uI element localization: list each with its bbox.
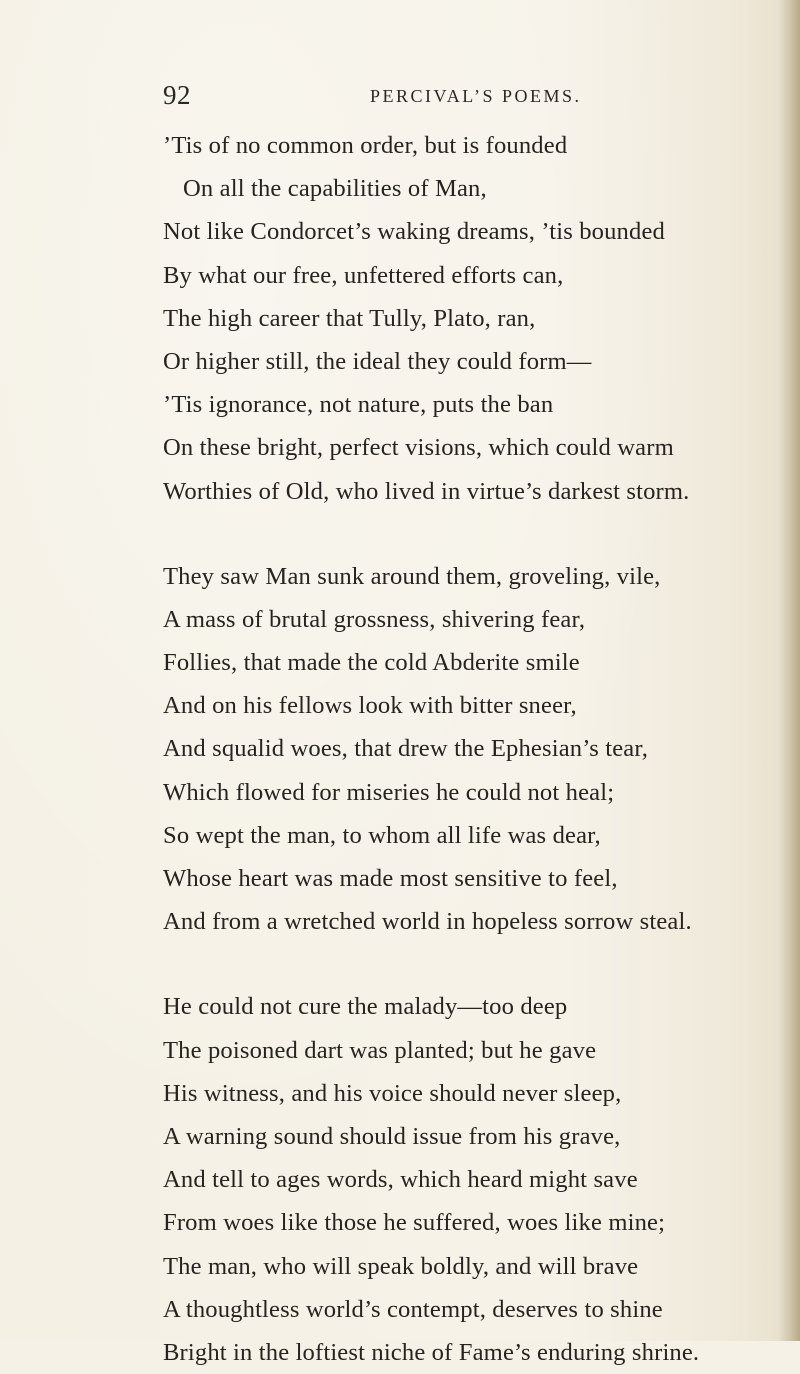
poem-line: Not like Condorcet’s waking dreams, ’tis bounded (163, 218, 665, 246)
stanza-3 (0, 985, 800, 1374)
poem-line: Which flowed for miseries he could not heal; (163, 778, 615, 806)
poem-line: The man, who will speak boldly, and will brave (163, 1252, 639, 1280)
poem-line: A mass of brutal grossness, shivering fear, (163, 605, 586, 633)
poem-line: A thoughtless world’s contempt, deserves to shine (163, 1295, 663, 1323)
poem-line: On all the capabilities of Man, (183, 175, 487, 203)
stanza-2 (0, 555, 800, 944)
poem-line: Bright in the loftiest niche of Fame’s enduring shrine. (163, 1338, 700, 1366)
poem-line: Whose heart was made most sensitive to feel, (163, 865, 618, 892)
poem-line: His witness, and his voice should never sleep, (163, 1079, 622, 1107)
poem-line: ’Tis of no common order, but is founded (163, 132, 568, 159)
poem-line: He could not cure the malady—too deep (163, 993, 568, 1021)
poem-line: By what our free, unfettered efforts can, (163, 261, 564, 289)
poem-body (0, 124, 800, 1374)
poem-line: A warning sound should issue from his grave, (163, 1122, 621, 1150)
poem-line: The high career that Tully, Plato, ran, (163, 304, 536, 332)
poem-line: The poisoned dart was planted; but he gave (163, 1036, 597, 1064)
running-head: PERCIVAL’S POEMS. (370, 86, 582, 106)
poem-line: Worthies of Old, who lived in virtue’s darkest storm. (163, 477, 690, 505)
poem-line: They saw Man sunk around them, groveling, vile, (163, 562, 661, 590)
poem-line: And from a wretched world in hopeless sorrow steal. (163, 908, 692, 936)
poem-line: ’Tis ignorance, not nature, puts the ban (163, 391, 554, 419)
page-header (163, 80, 603, 116)
poem-line: And tell to ages words, which heard might save (163, 1166, 638, 1194)
poem-line: So wept the man, to whom all life was dear, (163, 821, 601, 849)
stanza-1 (0, 124, 800, 513)
poem-line: From woes like those he suffered, woes like mine; (163, 1209, 666, 1237)
poem-line: And on his fellows look with bitter sneer, (163, 692, 577, 720)
poem-line: And squalid woes, that drew the Ephesian’s tear, (163, 735, 648, 763)
poem-line: On these bright, perfect visions, which could warm (163, 434, 674, 462)
poem-line: Or higher still, the ideal they could form— (163, 347, 592, 375)
page-number: 92 (163, 80, 191, 110)
poem-line: Follies, that made the cold Abderite smile (163, 649, 580, 677)
